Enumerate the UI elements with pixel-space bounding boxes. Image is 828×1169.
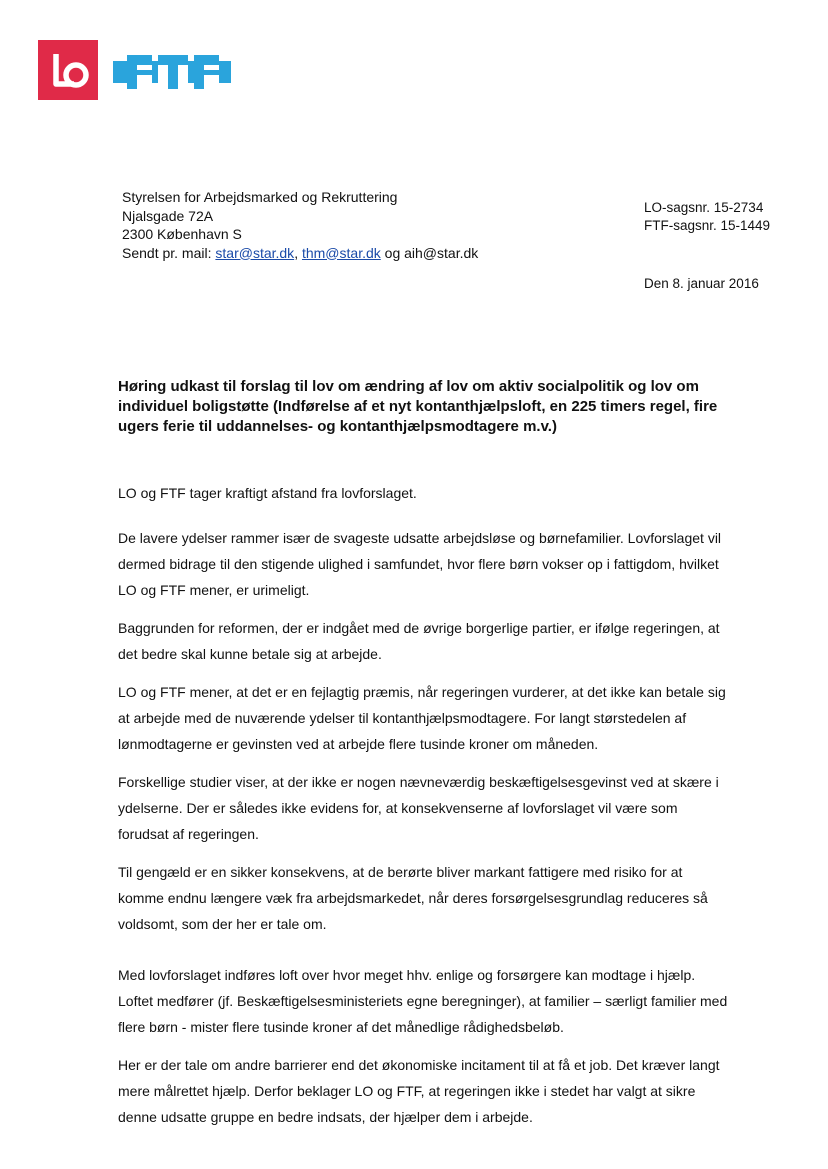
lo-logo-mark [38,40,98,100]
lo-logo [38,40,98,100]
recipient-city: 2300 København S [122,226,242,242]
paragraph: LO og FTF tager kraftigt afstand fra lovforslaget. [118,485,417,501]
paragraph: Med lovforslaget indføres loft over hvor meget hhv. enlige og forsørgere kan modtage i hjælp. Loftet medfører (jf. Beskæftigelsesministeriets egne beregninger), at familier – særligt familier med flere børn - mister flere tusinde kroner af det månedlige rådighedsbeløb. [118,967,728,1035]
letter-date: Den 8. januar 2016 [644,276,759,291]
mail-link-star[interactable]: star@star.dk [215,244,295,261]
ftf-logo [113,52,231,92]
letter-body [118,480,728,1142]
paragraph: Til gengæld er en sikker konsekvens, at de berørte bliver markant fattigere med risiko for at komme endnu længere væk fra arbejdsmarkedet, når deres forsørgelsesgrundlag reduceres så voldsomt, som der her er tale om. [118,864,708,932]
paragraph: LO og FTF mener, at det er en fejlagtig præmis, når regeringen vurderer, at det ikke kan betale sig at arbejde med de nuværende ydelser til kontanthjælpsmodtagere. For langt størstedelen af lønmodtagerne er gevinsten ved at arbejde flere tusinde kroner om måneden. [118,684,726,752]
recipient-street: Njalsgade 72A [122,207,214,224]
recipient-address [122,188,592,262]
paragraph: De lavere ydelser rammer især de svageste udsatte arbejdsløse og børnefamilier. Lovforslaget vil dermed bidrage til den stigende ulighed i samfundet, hvor flere børn vokser op i fattigdom, hvilket LO og FTF mener, er urimeligt. [118,530,722,598]
paragraph: Baggrunden for reformen, der er indgået med de øvrige borgerlige partier, er ifølge regeringen, at det bedre skal kunne betale sig at arbejde. [118,620,720,662]
ftf-case-number: FTF-sagsnr. 15-1449 [644,218,771,233]
paragraph: Her er der tale om andre barrierer end det økonomiske incitament til at få et job. Det kræver langt mere målrettet hjælp. Derfor beklager LO og FTF, at regeringen ikke i stedet har valgt at sikre denne udsatte gruppe en bedre indsats, der hjælper dem i arbejde. [118,1057,720,1125]
case-references [644,199,804,235]
subject-heading: Høring udkast til forslag til lov om ændring af lov om aktiv socialpolitik og lov om individuel boligstøtte (Indførelse af et nyt kontanthjælpsloft, en 225 timers regel, fire ugers ferie til uddannelses- og kontanthjælpsmodtagere m.v.) [118,378,718,435]
recipient-name: Styrelsen for Arbejdsmarked og Rekruttering [122,189,398,205]
recipient-mail-line [122,244,592,263]
mail-suffix: og aih@star.dk [380,244,479,261]
mail-link-thm[interactable]: thm@star.dk [301,244,381,261]
mail-prefix: Sendt pr. mail: [122,244,216,261]
ftf-logo-mark [113,52,231,92]
lo-case-number: LO-sagsnr. 15-2734 [644,200,764,215]
paragraph: Forskellige studier viser, at der ikke er nogen nævneværdig beskæftigelsesgevinst ved at skære i ydelserne. Der er således ikke evidens for, at konsekvenserne af lovforslaget vil være som forudsat af regeringen. [118,774,719,842]
mail-separator: , [294,244,302,261]
